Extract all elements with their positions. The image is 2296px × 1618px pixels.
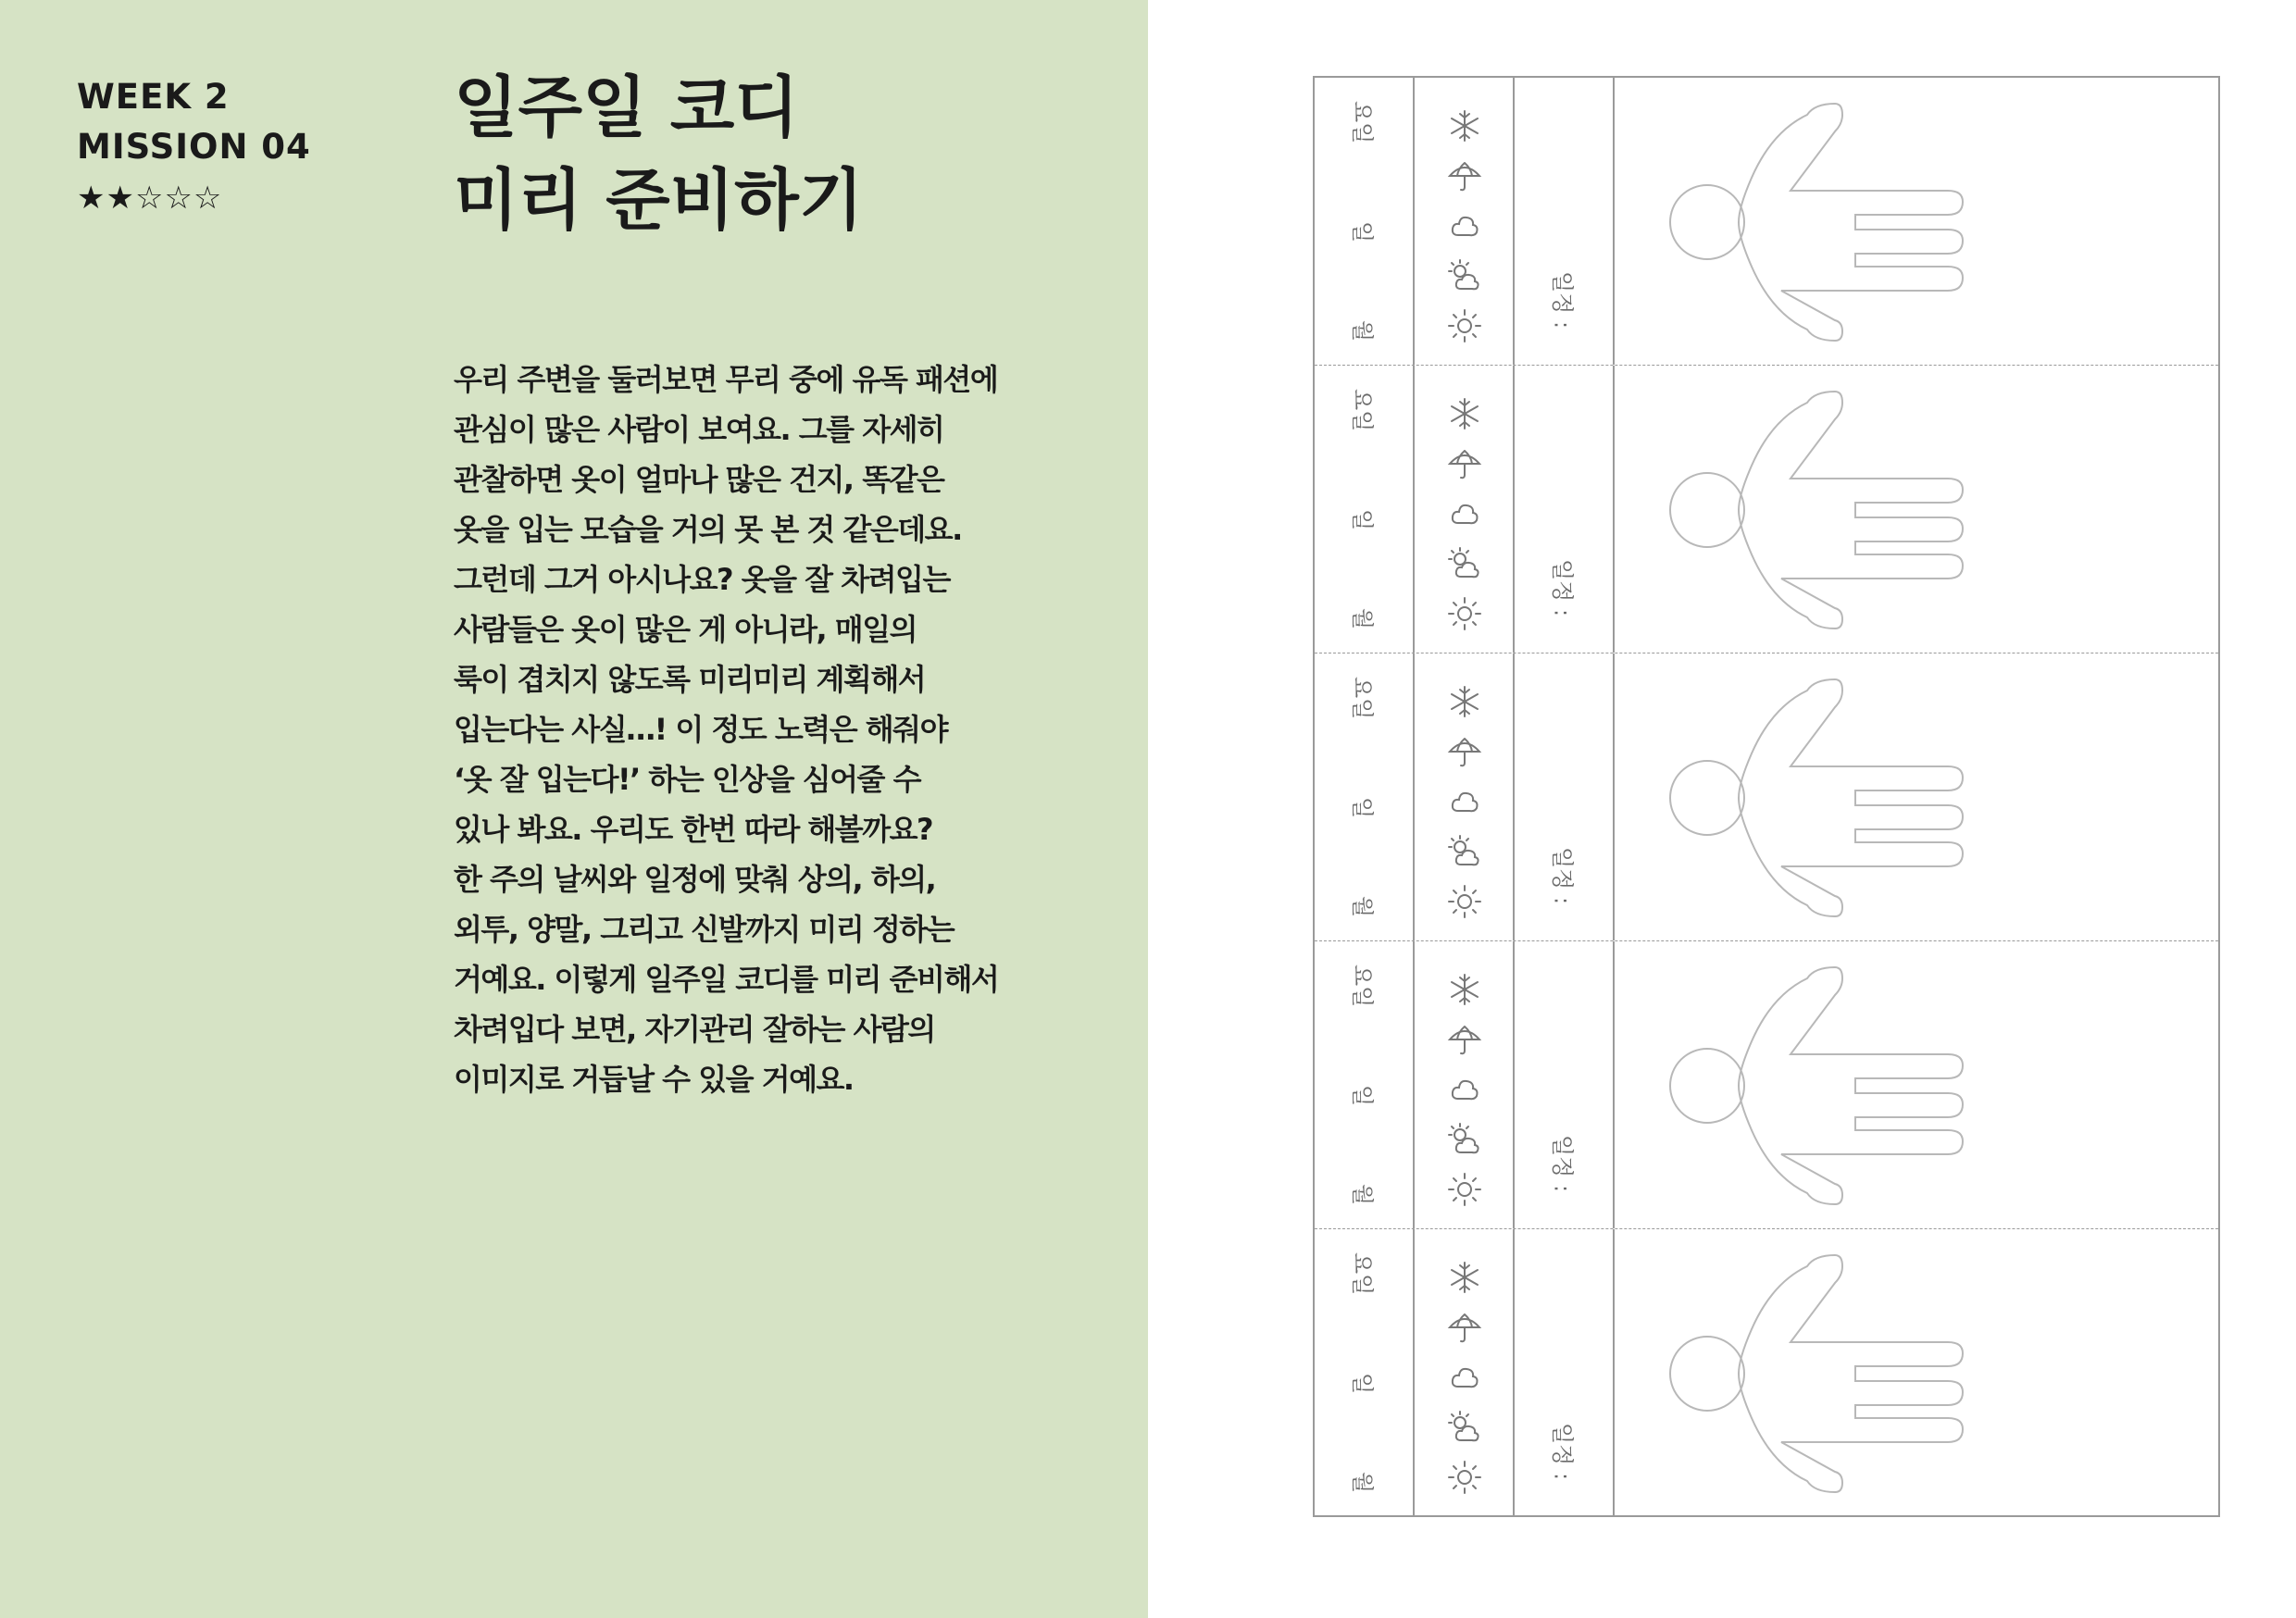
- body-outline-figure: [1615, 941, 2218, 1229]
- umbrella-icon[interactable]: [1446, 157, 1483, 194]
- umbrella-icon[interactable]: [1446, 1309, 1483, 1346]
- planner-row: [1315, 1229, 2218, 1517]
- schedule-cell[interactable]: [1515, 78, 1615, 365]
- weather-cell: [1415, 78, 1515, 365]
- head-outline: [1670, 1049, 1744, 1123]
- date-labels: [1349, 101, 1381, 342]
- day-label: 일: [1349, 221, 1376, 243]
- planner-row: [1315, 78, 2218, 366]
- outfit-drawing-area[interactable]: [1615, 653, 2218, 940]
- month-label: 월: [1349, 607, 1376, 629]
- cloud-icon[interactable]: [1446, 207, 1483, 244]
- snowflake-icon[interactable]: [1446, 395, 1483, 432]
- weekday-label: 요일: [1349, 389, 1376, 432]
- snowflake-icon[interactable]: [1446, 107, 1483, 144]
- head-outline: [1670, 185, 1744, 259]
- sun-icon[interactable]: [1446, 1171, 1483, 1208]
- schedule-cell[interactable]: [1515, 941, 1615, 1228]
- difficulty-rating: ★★☆☆☆: [77, 180, 223, 217]
- snowflake-icon[interactable]: [1446, 971, 1483, 1008]
- weather-cell: [1415, 941, 1515, 1228]
- body-outline: [1739, 1255, 1963, 1492]
- schedule-label: 일정 :: [1549, 558, 1576, 617]
- partly-sunny-icon[interactable]: [1446, 1409, 1483, 1446]
- head-outline: [1670, 761, 1744, 835]
- title-line: 미리 준비하기: [454, 161, 864, 239]
- date-labels: [1349, 1252, 1381, 1493]
- body-outline: [1739, 104, 1963, 341]
- umbrella-icon[interactable]: [1446, 1021, 1483, 1058]
- day-label: 일: [1349, 509, 1376, 531]
- body-line: 차려입다 보면, 자기관리 잘하는 사람의: [454, 1012, 935, 1047]
- week-label: WEEK 2: [77, 77, 230, 117]
- body-line: 사람들은 옷이 많은 게 아니라, 매일의: [454, 612, 917, 647]
- snowflake-icon[interactable]: [1446, 683, 1483, 720]
- schedule-label: 일정 :: [1549, 846, 1576, 905]
- body-outline-figure: [1615, 366, 2218, 653]
- planner-row: [1315, 366, 2218, 653]
- weekday-label: 요일: [1349, 677, 1376, 720]
- umbrella-icon[interactable]: [1446, 445, 1483, 482]
- body-line: 관심이 많은 사람이 보여요. 그를 자세히: [454, 412, 944, 447]
- sun-icon[interactable]: [1446, 595, 1483, 632]
- body-line: 그런데 그거 아시나요? 옷을 잘 차려입는: [454, 562, 950, 597]
- partly-sunny-icon[interactable]: [1446, 1121, 1483, 1158]
- body-line: 이미지로 거듭날 수 있을 거예요.: [454, 1062, 854, 1097]
- body-outline: [1739, 967, 1963, 1204]
- date-cell[interactable]: [1315, 653, 1415, 940]
- date-cell[interactable]: [1315, 1229, 1415, 1517]
- weather-cell: [1415, 653, 1515, 940]
- mission-label: MISSION 04: [77, 127, 311, 167]
- schedule-cell[interactable]: [1515, 1229, 1615, 1517]
- date-cell[interactable]: [1315, 78, 1415, 365]
- body-line: 입는다는 사실…! 이 정도 노력은 해줘야: [454, 712, 947, 747]
- outfit-drawing-area[interactable]: [1615, 1229, 2218, 1517]
- head-outline: [1670, 473, 1744, 547]
- date-labels: [1349, 389, 1381, 629]
- sun-icon[interactable]: [1446, 307, 1483, 344]
- cloud-icon[interactable]: [1446, 1071, 1483, 1108]
- body-outline: [1739, 392, 1963, 629]
- schedule-cell[interactable]: [1515, 366, 1615, 653]
- month-label: 월: [1349, 1471, 1376, 1493]
- body-outline-figure: [1615, 653, 2218, 941]
- cloud-icon[interactable]: [1446, 783, 1483, 820]
- schedule-cell[interactable]: [1515, 653, 1615, 940]
- day-label: 일: [1349, 797, 1376, 819]
- day-label: 일: [1349, 1085, 1376, 1107]
- sun-icon[interactable]: [1446, 883, 1483, 920]
- schedule-label: 일정 :: [1549, 1134, 1576, 1193]
- month-label: 월: [1349, 1183, 1376, 1205]
- cloud-icon[interactable]: [1446, 495, 1483, 532]
- body-outline-figure: [1615, 1229, 2218, 1517]
- outfit-drawing-area[interactable]: [1615, 941, 2218, 1228]
- umbrella-icon[interactable]: [1446, 733, 1483, 770]
- month-label: 월: [1349, 319, 1376, 342]
- weekday-label: 요일: [1349, 1252, 1376, 1296]
- weather-cell: [1415, 1229, 1515, 1517]
- body-line: 룩이 겹치지 않도록 미리미리 계획해서: [454, 662, 926, 697]
- mission-description: [454, 355, 1028, 1104]
- schedule-label: 일정 :: [1549, 270, 1576, 330]
- date-cell[interactable]: [1315, 366, 1415, 653]
- sun-icon[interactable]: [1446, 1459, 1483, 1496]
- mission-meta: [77, 72, 311, 220]
- planner-row: [1315, 941, 2218, 1229]
- body-line: 있나 봐요. 우리도 한번 따라 해볼까요?: [454, 812, 933, 847]
- title-line: 일주일 코디: [454, 68, 799, 146]
- body-line: 한 주의 날씨와 일정에 맞춰 상의, 하의,: [454, 862, 936, 897]
- weather-cell: [1415, 366, 1515, 653]
- planner-row: [1315, 653, 2218, 941]
- cloud-icon[interactable]: [1446, 1359, 1483, 1396]
- body-outline: [1739, 679, 1963, 916]
- body-outline-figure: [1615, 78, 2218, 366]
- body-line: 우리 주변을 둘러보면 무리 중에 유독 패션에: [454, 362, 998, 397]
- weekly-outfit-planner: [1313, 76, 2220, 1517]
- weekday-label: 요일: [1349, 965, 1376, 1008]
- body-line: 관찰하면 옷이 얼마나 많은 건지, 똑같은: [454, 462, 944, 497]
- month-label: 월: [1349, 895, 1376, 917]
- body-line: 외투, 양말, 그리고 신발까지 미리 정하는: [454, 912, 955, 947]
- snowflake-icon[interactable]: [1446, 1259, 1483, 1296]
- partly-sunny-icon[interactable]: [1446, 545, 1483, 582]
- partly-sunny-icon[interactable]: [1446, 257, 1483, 294]
- date-cell[interactable]: [1315, 941, 1415, 1228]
- page-title: [454, 61, 863, 246]
- date-labels: [1349, 677, 1381, 917]
- outfit-drawing-area[interactable]: [1615, 366, 2218, 653]
- partly-sunny-icon[interactable]: [1446, 833, 1483, 870]
- head-outline: [1670, 1337, 1744, 1411]
- body-line: 옷을 입는 모습을 거의 못 본 것 같은데요.: [454, 512, 962, 547]
- date-labels: [1349, 965, 1381, 1205]
- body-line: ‘옷 잘 입는다!’ 하는 인상을 심어줄 수: [454, 762, 921, 797]
- weekday-label: 요일: [1349, 101, 1376, 144]
- day-label: 일: [1349, 1373, 1376, 1395]
- body-line: 거예요. 이렇게 일주일 코디를 미리 준비해서: [454, 962, 999, 997]
- schedule-label: 일정 :: [1549, 1422, 1576, 1481]
- outfit-drawing-area[interactable]: [1615, 78, 2218, 365]
